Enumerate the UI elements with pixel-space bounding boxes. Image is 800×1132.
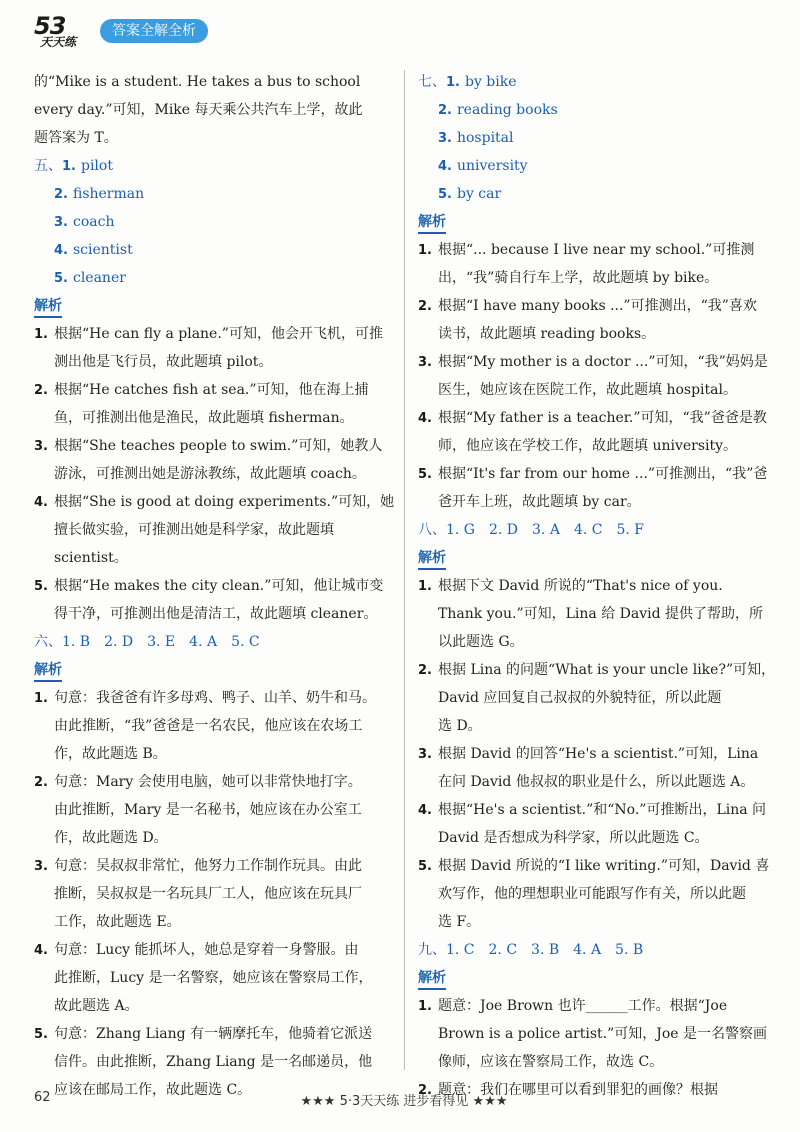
- analysis-heading: [34, 656, 386, 684]
- answer-row: [418, 152, 770, 180]
- item-text: 根据“My father is a teacher.”可知，“我”爸爸是教: [438, 410, 767, 426]
- answer-row: [34, 264, 386, 292]
- section-label: 九、: [418, 942, 446, 958]
- text-line: [34, 516, 386, 544]
- item-text: 句意：Zhang Liang 有一辆摩托车，他骑着它派送: [54, 1026, 373, 1042]
- header: [34, 14, 434, 54]
- text-line: [34, 712, 386, 740]
- item-text: 根据 David 所说的“I like writing.”可知，David 喜: [438, 858, 770, 874]
- item-number: 5.: [34, 1027, 48, 1042]
- explanation-item: [418, 656, 776, 684]
- answer-row: [34, 208, 386, 236]
- line-text: 信件。由此推断，Zhang Liang 是一名邮递员，他: [54, 1054, 373, 1070]
- section-answer-row: [34, 628, 386, 656]
- line-text: 的“Mike is a student. He takes a bus to school: [34, 74, 361, 90]
- item-text: 题意：Joe Brown 也许______工作。根据“Joe: [438, 998, 728, 1014]
- answer-text: 1. C 2. C 3. B 4. A 5. B: [446, 942, 644, 958]
- line-text: 出，“我”骑自行车上学，故此题填 by bike。: [438, 270, 719, 286]
- line-text: 由此推断，Mary 是一名秘书，她应该在办公室工: [54, 802, 362, 818]
- line-text: 在问 David 他叔叔的职业是什么，所以此题选 A。: [438, 774, 755, 790]
- answer-number: 2.: [438, 103, 452, 118]
- text-line: [418, 824, 770, 852]
- text-line: [34, 880, 386, 908]
- explanation-item: [34, 572, 386, 600]
- answer-text: 1. B 2. D 3. E 4. A 5. C: [62, 634, 260, 650]
- text-line: [418, 628, 770, 656]
- answer-number: 4.: [438, 159, 452, 174]
- item-number: 3.: [418, 747, 432, 762]
- item-number: 2.: [418, 1083, 432, 1098]
- item-text: 根据“He can fly a plane.”可知，他会开飞机，可推: [54, 326, 383, 342]
- line-text: scientist。: [54, 550, 128, 566]
- line-text: 作，故此题选 B。: [54, 746, 167, 762]
- text-line: [418, 376, 770, 404]
- line-text: 推断，吴叔叔是一名玩具厂工人，他应该在玩具厂: [54, 886, 362, 902]
- explanation-item: [418, 460, 770, 488]
- item-text: 根据“I have many books ...”可推测出，“我”喜欢: [438, 298, 757, 314]
- explanation-item: [418, 852, 770, 880]
- explanation-item: [34, 684, 386, 712]
- analysis-label: 解析: [34, 296, 62, 318]
- answer-text: coach: [72, 214, 115, 230]
- answer-number: 5.: [438, 187, 452, 202]
- line-text: 故此题选 A。: [54, 998, 139, 1014]
- explanation-item: [34, 376, 386, 404]
- line-text: 由此推断，“我”爸爸是一名农民，他应该在农场工: [54, 718, 363, 734]
- item-text: 根据“He catches fish at sea.”可知，他在海上捕: [54, 382, 369, 398]
- answer-text: 1. G 2. D 3. A 4. C 5. F: [446, 522, 644, 538]
- text-line: [34, 348, 386, 376]
- text-line: [418, 712, 770, 740]
- line-text: 应该在邮局工作，故此题选 C。: [54, 1082, 252, 1098]
- line-text: Brown is a police artist.”可知，Joe 是一名警察画: [438, 1026, 768, 1042]
- line-text: 师，他应该在学校工作，故此题填 university。: [438, 438, 738, 454]
- answer-text: fisherman: [72, 186, 145, 202]
- column-divider: [404, 70, 405, 1070]
- section-label: 六、: [34, 634, 62, 650]
- item-number: 4.: [418, 411, 432, 426]
- text-line: [34, 908, 386, 936]
- item-number: 1.: [418, 243, 432, 258]
- answer-row: [418, 96, 770, 124]
- item-number: 2.: [34, 775, 48, 790]
- item-text: 根据“It's far from our home ...”可推测出，“我”爸: [438, 466, 768, 482]
- section-answer-row: [418, 936, 770, 964]
- text-line: [34, 796, 386, 824]
- explanation-item: [418, 404, 770, 432]
- line-text: 医生，她应该在医院工作，故此题填 hospital。: [438, 382, 737, 398]
- line-text: 此推断，Lucy 是一名警察，她应该在警察局工作，: [54, 970, 373, 986]
- item-text: 题意：我们在哪里可以看到罪犯的画像？根据: [438, 1082, 718, 1098]
- footer: [34, 1090, 766, 1112]
- text-line: [34, 68, 386, 96]
- explanation-item: [418, 572, 770, 600]
- answer-text: pilot: [80, 158, 113, 174]
- explanation-item: [418, 992, 770, 1020]
- section-answer-row: [34, 152, 386, 180]
- item-number: 3.: [418, 355, 432, 370]
- answer-number: 2.: [54, 187, 68, 202]
- text-line: [34, 992, 386, 1020]
- text-line: [418, 488, 770, 516]
- item-number: 2.: [34, 383, 48, 398]
- text-line: [418, 264, 770, 292]
- explanation-item: [34, 320, 386, 348]
- item-text: 根据“He's a scientist.”和“No.”可推断出，Lina 问: [438, 802, 767, 818]
- text-line: [418, 880, 770, 908]
- line-text: 选 D。: [438, 718, 482, 734]
- line-text: 得干净，可推测出他是清洁工，故此题填 cleaner。: [54, 606, 378, 622]
- item-text: 根据“She is good at doing experiments.”可知，她: [54, 494, 395, 510]
- logo-main: 53: [34, 12, 66, 40]
- line-text: 欢写作，他的理想职业可能跟写作有关，所以此题: [438, 886, 746, 902]
- line-text: 选 F。: [438, 914, 481, 930]
- item-number: 1.: [34, 327, 48, 342]
- answer-text: reading books: [456, 102, 558, 118]
- item-text: 根据“She teaches people to swim.”可知，她教人: [54, 438, 383, 454]
- section-tag: 答案全解全析: [100, 19, 208, 43]
- answer-row: [34, 180, 386, 208]
- line-text: 工作，故此题选 E。: [54, 914, 181, 930]
- answer-text: by car: [456, 186, 502, 202]
- analysis-label: 解析: [418, 968, 446, 990]
- page-number: 62: [34, 1090, 51, 1105]
- text-line: [418, 600, 770, 628]
- line-text: Thank you.”可知，Lina 给 David 提供了帮助，所: [438, 606, 764, 622]
- text-line: [34, 544, 386, 572]
- item-number: 4.: [418, 803, 432, 818]
- item-number: 1.: [418, 579, 432, 594]
- text-line: [418, 320, 770, 348]
- analysis-heading: [34, 292, 386, 320]
- line-text: every day.”可知，Mike 每天乘公共汽车上学，故此: [34, 102, 363, 118]
- section-answer-row: [418, 516, 770, 544]
- answer-text: scientist: [72, 242, 133, 258]
- item-number: 3.: [34, 439, 48, 454]
- line-text: 像师，应该在警察局工作，故选 C。: [438, 1054, 664, 1070]
- explanation-item: [34, 768, 386, 796]
- analysis-heading: [418, 208, 770, 236]
- item-text: 根据“My mother is a doctor ...”可知，“我”妈妈是: [438, 354, 768, 370]
- line-text: 测出他是飞行员，故此题填 pilot。: [54, 354, 273, 370]
- item-text: 句意：我爸爸有许多母鸡、鸭子、山羊、奶牛和马。: [54, 690, 376, 706]
- text-line: [34, 460, 386, 488]
- answer-text: cleaner: [72, 270, 126, 286]
- answer-row: [34, 236, 386, 264]
- explanation-item: [418, 292, 770, 320]
- section-label: 五、: [34, 158, 62, 174]
- logo-sub: 天天练: [40, 35, 77, 49]
- text-line: [418, 908, 770, 936]
- answer-number: 3.: [54, 215, 68, 230]
- line-text: 爸开车上班，故此题填 by car。: [438, 494, 641, 510]
- item-number: 5.: [34, 579, 48, 594]
- answer-number: 3.: [438, 131, 452, 146]
- item-number: 5.: [418, 859, 432, 874]
- answer-text: by bike: [464, 74, 517, 90]
- explanation-item: [34, 1020, 386, 1048]
- item-text: 根据“... because I live near my school.”可推测: [438, 242, 755, 258]
- footer-slogan: ★★★ 5·3天天练 进步看得见 ★★★: [300, 1094, 508, 1109]
- line-text: David 应回复自己叔叔的外貌特征，所以此题: [438, 690, 722, 706]
- text-line: [418, 768, 770, 796]
- section-label: 八、: [418, 522, 446, 538]
- answer-number: 4.: [54, 243, 68, 258]
- item-text: 根据 Lina 的问题“What is your uncle like?”可知，: [438, 662, 776, 678]
- text-line: [34, 124, 386, 152]
- text-line: [34, 1048, 386, 1076]
- answer-text: university: [456, 158, 528, 174]
- section-answer-row: [418, 68, 770, 96]
- line-text: 擅长做实验，可推测出她是科学家，故此题填: [54, 522, 334, 538]
- explanation-item: [418, 236, 770, 264]
- text-line: [418, 432, 770, 460]
- text-line: [34, 740, 386, 768]
- analysis-label: 解析: [34, 660, 62, 682]
- analysis-label: 解析: [418, 548, 446, 570]
- item-number: 4.: [34, 943, 48, 958]
- text-line: [34, 404, 386, 432]
- left-column: [34, 68, 395, 1104]
- line-text: 游泳，可推测出她是游泳教练，故此题填 coach。: [54, 466, 366, 482]
- section-label: 七、: [418, 74, 446, 90]
- answer-number: 1.: [62, 159, 76, 174]
- line-text: 以此题选 G。: [438, 634, 524, 650]
- item-number: 2.: [418, 299, 432, 314]
- item-number: 1.: [34, 691, 48, 706]
- right-column: [418, 68, 776, 1104]
- item-text: 根据“He makes the city clean.”可知，他让城市变: [54, 578, 384, 594]
- analysis-heading: [418, 964, 770, 992]
- line-text: David 是否想成为科学家，所以此题选 C。: [438, 830, 709, 846]
- text-line: [418, 684, 770, 712]
- explanation-item: [34, 936, 386, 964]
- explanation-item: [34, 852, 386, 880]
- explanation-item: [418, 348, 770, 376]
- line-text: 题答案为 T。: [34, 130, 118, 146]
- answer-text: hospital: [456, 130, 514, 146]
- item-number: 3.: [34, 859, 48, 874]
- text-line: [34, 824, 386, 852]
- item-number: 1.: [418, 999, 432, 1014]
- explanation-item: [418, 740, 770, 768]
- item-text: 句意：Mary 会使用电脑，她可以非常快地打字。: [54, 774, 362, 790]
- line-text: 作，故此题选 D。: [54, 830, 168, 846]
- explanation-item: [34, 432, 386, 460]
- item-number: 4.: [34, 495, 48, 510]
- analysis-heading: [418, 544, 770, 572]
- explanation-item: [34, 488, 395, 516]
- answer-number: 5.: [54, 271, 68, 286]
- item-text: 句意：Lucy 能抓坏人，她总是穿着一身警服。由: [54, 942, 359, 958]
- text-line: [34, 600, 386, 628]
- text-line: [418, 1020, 770, 1048]
- item-number: 5.: [418, 467, 432, 482]
- item-text: 根据下文 David 所说的“That's nice of you.: [438, 578, 723, 594]
- item-text: 根据 David 的回答“He's a scientist.”可知，Lina: [438, 746, 759, 762]
- text-line: [418, 1048, 770, 1076]
- explanation-item: [418, 796, 770, 824]
- item-number: 2.: [418, 663, 432, 678]
- answer-row: [418, 180, 770, 208]
- answer-number: 1.: [446, 75, 460, 90]
- item-text: 句意：吴叔叔非常忙，他努力工作制作玩具。由此: [54, 858, 362, 874]
- text-line: [34, 96, 386, 124]
- analysis-label: 解析: [418, 212, 446, 234]
- brand-logo: [34, 14, 88, 52]
- answer-row: [418, 124, 770, 152]
- text-line: [34, 964, 386, 992]
- line-text: 读书，故此题填 reading books。: [438, 326, 656, 342]
- line-text: 鱼，可推测出他是渔民，故此题填 fisherman。: [54, 410, 354, 426]
